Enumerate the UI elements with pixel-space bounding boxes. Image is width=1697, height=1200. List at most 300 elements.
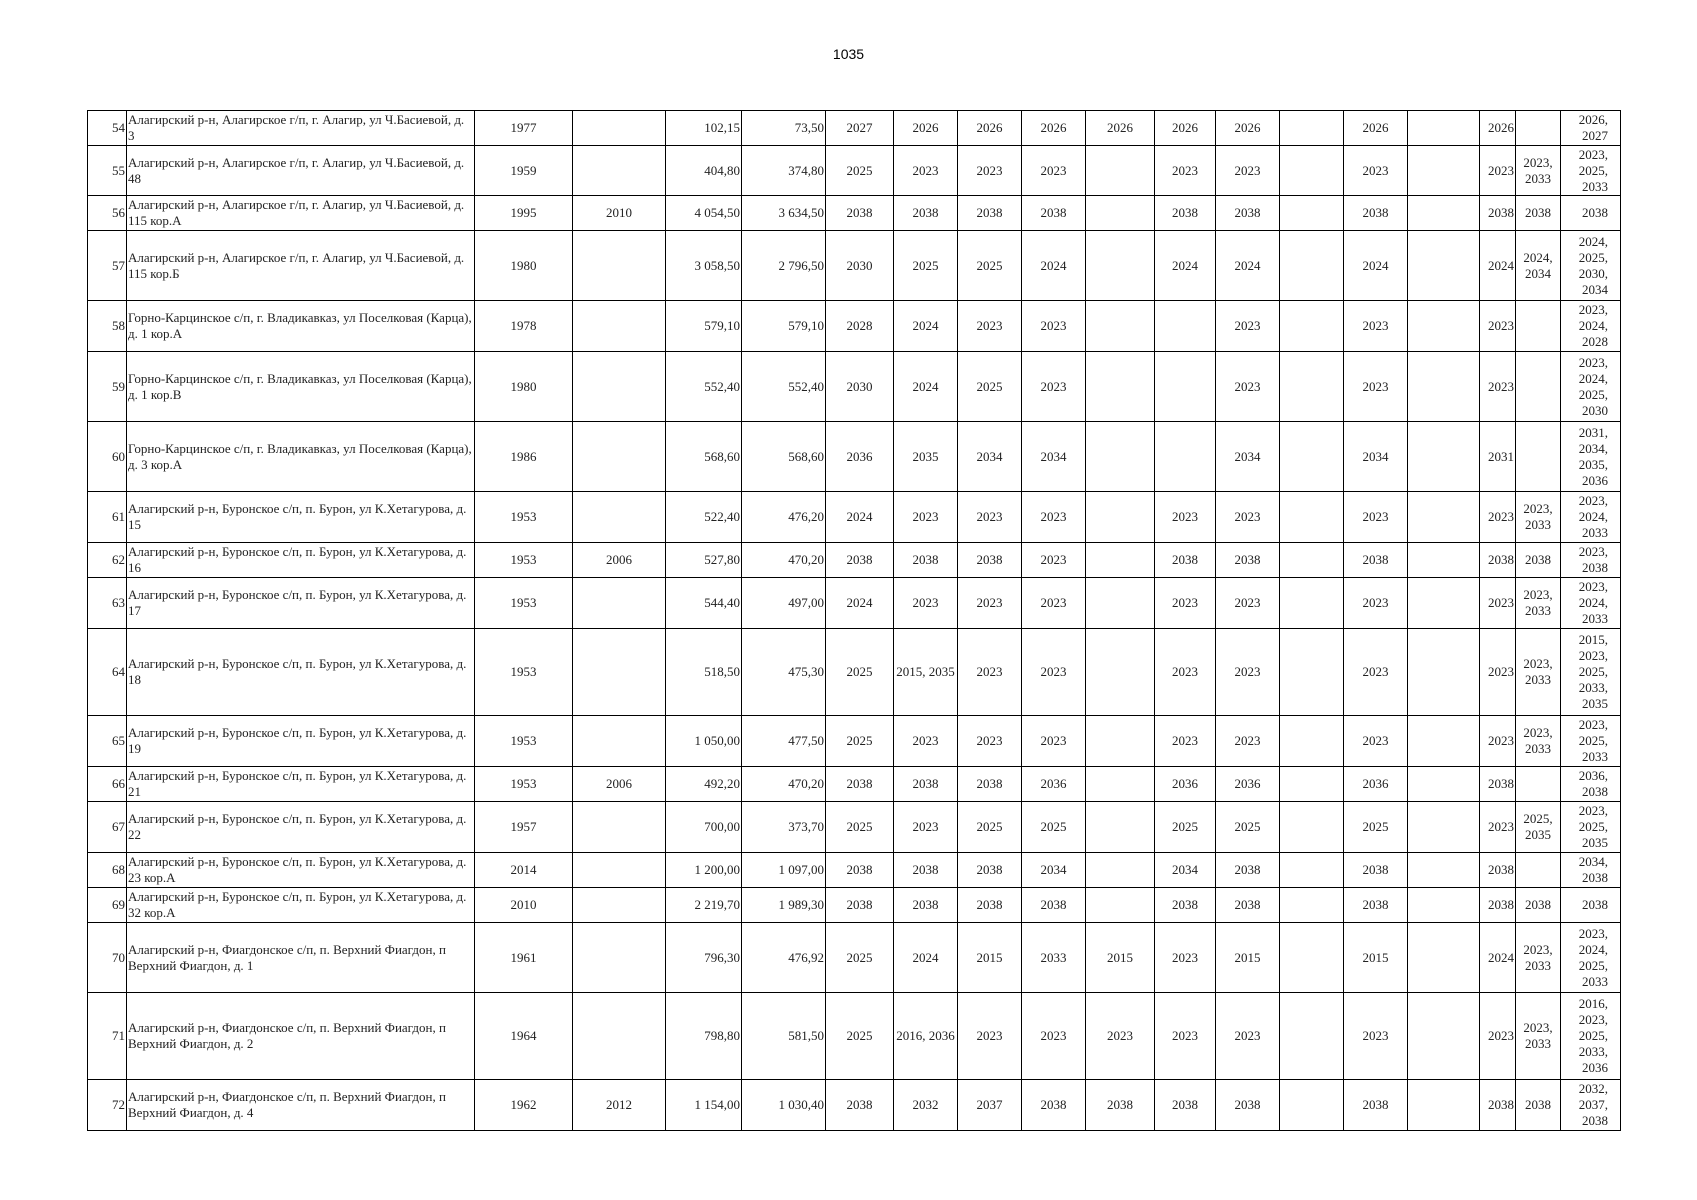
address-cell: Горно-Карцинское с/п, г. Владикавказ, ул Поселковая (Карца), д. 1 кор.В — [127, 352, 475, 422]
year-cell: 2023 — [1022, 716, 1086, 767]
row-number-cell: 68 — [88, 853, 127, 888]
year-cell — [1280, 993, 1344, 1080]
year-cell: 2038 — [1155, 196, 1216, 231]
total-area-cell: 518,50 — [666, 629, 742, 716]
table-row — [88, 422, 1621, 492]
table-row — [88, 767, 1621, 802]
year-cell — [1280, 716, 1344, 767]
year-cell — [1408, 352, 1480, 422]
address-cell: Алагирский р-н, Буронское с/п, п. Бурон, ул К.Хетагурова, д. 18 — [127, 629, 475, 716]
year-cell: 2038 — [1216, 543, 1280, 578]
year-cell: 2038 — [826, 853, 894, 888]
address-cell: Алагирский р-н, Буронское с/п, п. Бурон, ул К.Хетагурова, д. 19 — [127, 716, 475, 767]
living-area-cell: 374,80 — [742, 146, 826, 196]
year-cell: 2031 — [1480, 422, 1516, 492]
year-cell: 2038 — [958, 767, 1022, 802]
year-cell: 2035 — [894, 422, 958, 492]
year-cell: 2023 — [1155, 716, 1216, 767]
year-cell: 2025 — [958, 352, 1022, 422]
year-cell: 2016, 2036 — [894, 993, 958, 1080]
living-area-cell: 470,20 — [742, 543, 826, 578]
row-number-cell: 64 — [88, 629, 127, 716]
year-cell: 2023 — [1480, 716, 1516, 767]
year-cell: 2036 — [1344, 767, 1408, 802]
year-cell — [1280, 352, 1344, 422]
total-area-cell: 492,20 — [666, 767, 742, 802]
year-cell — [1408, 196, 1480, 231]
year-cell — [1408, 578, 1480, 629]
year-cell — [1280, 888, 1344, 923]
year-cell: 2038 — [1480, 196, 1516, 231]
living-area-cell: 470,20 — [742, 767, 826, 802]
year-cell: 2025, 2035 — [1516, 802, 1561, 853]
year-cell — [1280, 111, 1344, 146]
address-cell: Алагирский р-н, Фиагдонское с/п, п. Верхний Фиагдон, п Верхний Фиагдон, д. 2 — [127, 993, 475, 1080]
table-row — [88, 802, 1621, 853]
year-cell — [1086, 629, 1155, 716]
combined-years-cell: 2036, 2038 — [1561, 767, 1621, 802]
year-cell: 2025 — [826, 716, 894, 767]
year-reconstructed-cell — [573, 492, 666, 543]
year-cell: 2025 — [1344, 802, 1408, 853]
year-built-cell: 1995 — [475, 196, 573, 231]
year-cell: 2024 — [894, 301, 958, 352]
living-area-cell: 1 989,30 — [742, 888, 826, 923]
year-cell: 2023 — [1155, 923, 1216, 993]
year-cell: 2015 — [1344, 923, 1408, 993]
year-reconstructed-cell — [573, 629, 666, 716]
table-row — [88, 629, 1621, 716]
living-area-cell: 497,00 — [742, 578, 826, 629]
row-number-cell: 56 — [88, 196, 127, 231]
year-cell — [1516, 422, 1561, 492]
combined-years-cell: 2023, 2024, 2025, 2030 — [1561, 352, 1621, 422]
living-area-cell: 373,70 — [742, 802, 826, 853]
year-cell: 2023 — [894, 492, 958, 543]
year-cell: 2023 — [958, 492, 1022, 543]
year-reconstructed-cell — [573, 146, 666, 196]
table-row — [88, 853, 1621, 888]
row-number-cell: 62 — [88, 543, 127, 578]
year-cell: 2023 — [958, 578, 1022, 629]
year-cell: 2023 — [894, 578, 958, 629]
year-cell — [1086, 767, 1155, 802]
year-cell — [1408, 767, 1480, 802]
combined-years-cell: 2024, 2025, 2030, 2034 — [1561, 231, 1621, 301]
year-cell: 2038 — [1480, 767, 1516, 802]
year-cell: 2026 — [958, 111, 1022, 146]
year-reconstructed-cell — [573, 993, 666, 1080]
year-cell: 2015, 2035 — [894, 629, 958, 716]
year-cell: 2023, 2033 — [1516, 578, 1561, 629]
total-area-cell: 579,10 — [666, 301, 742, 352]
year-cell: 2038 — [1216, 1080, 1280, 1131]
address-cell: Алагирский р-н, Алагирское г/п, г. Алагир, ул Ч.Басиевой, д. 115 кор.А — [127, 196, 475, 231]
total-area-cell: 544,40 — [666, 578, 742, 629]
year-cell — [1408, 301, 1480, 352]
combined-years-cell: 2016, 2023, 2025, 2033, 2036 — [1561, 993, 1621, 1080]
year-cell: 2038 — [1155, 1080, 1216, 1131]
year-cell: 2038 — [1344, 1080, 1408, 1131]
address-cell: Алагирский р-н, Фиагдонское с/п, п. Верхний Фиагдон, п Верхний Фиагдон, д. 4 — [127, 1080, 475, 1131]
housing-table — [87, 110, 1621, 1131]
year-cell: 2038 — [1022, 1080, 1086, 1131]
year-cell — [1280, 802, 1344, 853]
row-number-cell: 58 — [88, 301, 127, 352]
address-cell: Алагирский р-н, Буронское с/п, п. Бурон, ул К.Хетагурова, д. 23 кор.А — [127, 853, 475, 888]
year-cell: 2023 — [1022, 543, 1086, 578]
year-built-cell: 1953 — [475, 578, 573, 629]
total-area-cell: 102,15 — [666, 111, 742, 146]
year-cell: 2038 — [1516, 543, 1561, 578]
year-cell — [1516, 301, 1561, 352]
combined-years-cell: 2023, 2025, 2033 — [1561, 146, 1621, 196]
total-area-cell: 404,80 — [666, 146, 742, 196]
year-cell: 2023 — [1216, 993, 1280, 1080]
year-cell — [1086, 543, 1155, 578]
page-number: 1035 — [832, 46, 865, 62]
year-cell — [1516, 352, 1561, 422]
table-row — [88, 1080, 1621, 1131]
year-cell — [1408, 853, 1480, 888]
year-cell: 2038 — [958, 853, 1022, 888]
year-cell: 2023 — [1344, 146, 1408, 196]
living-area-cell: 476,92 — [742, 923, 826, 993]
year-cell: 2036 — [1216, 767, 1280, 802]
address-cell: Горно-Карцинское с/п, г. Владикавказ, ул Поселковая (Карца), д. 1 кор.А — [127, 301, 475, 352]
table-row — [88, 231, 1621, 301]
year-built-cell: 1978 — [475, 301, 573, 352]
year-reconstructed-cell: 2012 — [573, 1080, 666, 1131]
year-built-cell: 1953 — [475, 716, 573, 767]
combined-years-cell: 2038 — [1561, 196, 1621, 231]
year-cell: 2038 — [826, 767, 894, 802]
combined-years-cell: 2031, 2034, 2035, 2036 — [1561, 422, 1621, 492]
year-cell: 2023, 2033 — [1516, 923, 1561, 993]
year-cell: 2023 — [958, 993, 1022, 1080]
combined-years-cell: 2023, 2024, 2028 — [1561, 301, 1621, 352]
year-cell — [1280, 1080, 1344, 1131]
year-cell: 2038 — [958, 888, 1022, 923]
total-area-cell: 2 219,70 — [666, 888, 742, 923]
year-cell: 2023, 2033 — [1516, 716, 1561, 767]
year-cell: 2024 — [894, 352, 958, 422]
year-cell: 2038 — [958, 196, 1022, 231]
year-cell: 2038 — [1086, 1080, 1155, 1131]
year-cell — [1408, 111, 1480, 146]
year-cell: 2038 — [1155, 888, 1216, 923]
year-cell: 2038 — [1516, 1080, 1561, 1131]
year-cell: 2023 — [1155, 578, 1216, 629]
table-row — [88, 923, 1621, 993]
year-cell — [1086, 231, 1155, 301]
year-cell — [1280, 767, 1344, 802]
year-cell: 2038 — [1480, 853, 1516, 888]
total-area-cell: 568,60 — [666, 422, 742, 492]
year-cell: 2038 — [1480, 543, 1516, 578]
year-cell: 2038 — [1216, 888, 1280, 923]
year-cell: 2027 — [826, 111, 894, 146]
year-reconstructed-cell — [573, 802, 666, 853]
total-area-cell: 4 054,50 — [666, 196, 742, 231]
year-cell — [1408, 543, 1480, 578]
year-cell — [1086, 578, 1155, 629]
row-number-cell: 72 — [88, 1080, 127, 1131]
year-cell: 2023 — [1480, 146, 1516, 196]
year-cell: 2025 — [826, 146, 894, 196]
combined-years-cell: 2023, 2025, 2035 — [1561, 802, 1621, 853]
address-cell: Алагирский р-н, Буронское с/п, п. Бурон, ул К.Хетагурова, д. 32 кор.А — [127, 888, 475, 923]
year-cell: 2038 — [894, 853, 958, 888]
year-cell — [1086, 352, 1155, 422]
year-reconstructed-cell — [573, 352, 666, 422]
year-cell: 2036 — [1155, 767, 1216, 802]
year-cell: 2023 — [1216, 492, 1280, 543]
year-cell: 2025 — [826, 993, 894, 1080]
year-cell: 2024 — [1480, 231, 1516, 301]
year-built-cell: 2014 — [475, 853, 573, 888]
row-number-cell: 54 — [88, 111, 127, 146]
year-built-cell: 1953 — [475, 767, 573, 802]
year-cell: 2038 — [826, 1080, 894, 1131]
year-cell: 2023, 2033 — [1516, 993, 1561, 1080]
year-reconstructed-cell — [573, 422, 666, 492]
year-cell: 2034 — [1155, 853, 1216, 888]
year-cell: 2023 — [894, 802, 958, 853]
living-area-cell: 568,60 — [742, 422, 826, 492]
year-cell: 2025 — [894, 231, 958, 301]
total-area-cell: 1 154,00 — [666, 1080, 742, 1131]
living-area-cell: 475,30 — [742, 629, 826, 716]
combined-years-cell: 2023, 2025, 2033 — [1561, 716, 1621, 767]
year-built-cell: 1959 — [475, 146, 573, 196]
total-area-cell: 796,30 — [666, 923, 742, 993]
year-reconstructed-cell — [573, 923, 666, 993]
year-cell — [1408, 802, 1480, 853]
row-number-cell: 60 — [88, 422, 127, 492]
year-cell — [1280, 543, 1344, 578]
year-cell: 2038 — [1480, 888, 1516, 923]
living-area-cell: 579,10 — [742, 301, 826, 352]
row-number-cell: 65 — [88, 716, 127, 767]
year-cell: 2024 — [826, 578, 894, 629]
year-cell: 2034 — [1344, 422, 1408, 492]
year-cell: 2038 — [894, 888, 958, 923]
year-cell: 2023 — [1022, 492, 1086, 543]
year-reconstructed-cell: 2010 — [573, 196, 666, 231]
year-built-cell: 1953 — [475, 543, 573, 578]
year-built-cell: 1953 — [475, 492, 573, 543]
total-area-cell: 1 050,00 — [666, 716, 742, 767]
row-number-cell: 61 — [88, 492, 127, 543]
year-cell: 2023 — [958, 146, 1022, 196]
year-reconstructed-cell — [573, 853, 666, 888]
address-cell: Алагирский р-н, Буронское с/п, п. Бурон, ул К.Хетагурова, д. 21 — [127, 767, 475, 802]
year-cell: 2023 — [1216, 352, 1280, 422]
year-cell — [1280, 923, 1344, 993]
year-cell: 2026 — [1344, 111, 1408, 146]
year-cell — [1086, 802, 1155, 853]
address-cell: Алагирский р-н, Буронское с/п, п. Бурон, ул К.Хетагурова, д. 15 — [127, 492, 475, 543]
table-row — [88, 111, 1621, 146]
table-row — [88, 888, 1621, 923]
year-built-cell: 1953 — [475, 629, 573, 716]
year-cell: 2028 — [826, 301, 894, 352]
year-cell: 2038 — [894, 196, 958, 231]
year-cell: 2023 — [1480, 352, 1516, 422]
year-cell: 2024, 2034 — [1516, 231, 1561, 301]
year-cell — [1516, 767, 1561, 802]
row-number-cell: 70 — [88, 923, 127, 993]
year-cell: 2038 — [894, 543, 958, 578]
total-area-cell: 700,00 — [666, 802, 742, 853]
year-reconstructed-cell — [573, 716, 666, 767]
address-cell: Алагирский р-н, Алагирское г/п, г. Алагир, ул Ч.Басиевой, д. 115 кор.Б — [127, 231, 475, 301]
table-row — [88, 301, 1621, 352]
row-number-cell: 63 — [88, 578, 127, 629]
table-row — [88, 578, 1621, 629]
total-area-cell: 552,40 — [666, 352, 742, 422]
combined-years-cell: 2026, 2027 — [1561, 111, 1621, 146]
year-cell: 2024 — [1216, 231, 1280, 301]
year-cell: 2023 — [1216, 578, 1280, 629]
year-cell: 2023 — [1022, 301, 1086, 352]
living-area-cell: 73,50 — [742, 111, 826, 146]
table-row — [88, 993, 1621, 1080]
year-cell: 2038 — [1344, 888, 1408, 923]
total-area-cell: 798,80 — [666, 993, 742, 1080]
year-cell — [1408, 993, 1480, 1080]
total-area-cell: 522,40 — [666, 492, 742, 543]
total-area-cell: 3 058,50 — [666, 231, 742, 301]
year-built-cell: 1977 — [475, 111, 573, 146]
combined-years-cell: 2032, 2037, 2038 — [1561, 1080, 1621, 1131]
row-number-cell: 71 — [88, 993, 127, 1080]
year-cell: 2024 — [826, 492, 894, 543]
year-cell: 2025 — [826, 629, 894, 716]
table-row — [88, 196, 1621, 231]
year-cell — [1280, 146, 1344, 196]
year-cell — [1280, 231, 1344, 301]
address-cell: Алагирский р-н, Алагирское г/п, г. Алагир, ул Ч.Басиевой, д. 3 — [127, 111, 475, 146]
year-cell: 2023 — [1344, 352, 1408, 422]
year-cell: 2038 — [1516, 196, 1561, 231]
year-cell — [1280, 629, 1344, 716]
table-row — [88, 492, 1621, 543]
year-cell: 2023 — [1155, 492, 1216, 543]
address-cell: Алагирский р-н, Буронское с/п, п. Бурон, ул К.Хетагурова, д. 16 — [127, 543, 475, 578]
year-cell — [1280, 301, 1344, 352]
year-cell: 2026 — [1155, 111, 1216, 146]
year-cell: 2023 — [958, 301, 1022, 352]
year-cell: 2030 — [826, 231, 894, 301]
year-cell: 2026 — [1216, 111, 1280, 146]
combined-years-cell: 2023, 2024, 2033 — [1561, 492, 1621, 543]
year-cell: 2026 — [1022, 111, 1086, 146]
combined-years-cell: 2038 — [1561, 888, 1621, 923]
combined-years-cell: 2023, 2024, 2033 — [1561, 578, 1621, 629]
year-cell: 2025 — [1022, 802, 1086, 853]
year-cell: 2023 — [1022, 578, 1086, 629]
year-reconstructed-cell — [573, 578, 666, 629]
year-cell: 2023 — [1022, 146, 1086, 196]
year-cell: 2023 — [1480, 301, 1516, 352]
year-cell: 2023 — [958, 629, 1022, 716]
year-cell: 2023, 2033 — [1516, 629, 1561, 716]
year-cell — [1280, 578, 1344, 629]
year-cell — [1086, 716, 1155, 767]
year-cell: 2015 — [1086, 923, 1155, 993]
year-cell: 2025 — [826, 923, 894, 993]
year-cell: 2023 — [1155, 629, 1216, 716]
combined-years-cell: 2023, 2024, 2025, 2033 — [1561, 923, 1621, 993]
address-cell: Алагирский р-н, Фиагдонское с/п, п. Верхний Фиагдон, п Верхний Фиагдон, д. 1 — [127, 923, 475, 993]
year-built-cell: 2010 — [475, 888, 573, 923]
year-cell: 2025 — [1155, 802, 1216, 853]
year-reconstructed-cell — [573, 231, 666, 301]
year-cell — [1280, 422, 1344, 492]
year-reconstructed-cell: 2006 — [573, 543, 666, 578]
year-cell: 2036 — [1022, 767, 1086, 802]
year-cell: 2023 — [1480, 993, 1516, 1080]
year-cell: 2025 — [958, 802, 1022, 853]
year-cell — [1155, 301, 1216, 352]
year-cell: 2015 — [1216, 923, 1280, 993]
year-cell: 2023 — [1155, 993, 1216, 1080]
year-cell — [1280, 853, 1344, 888]
year-cell: 2038 — [1344, 543, 1408, 578]
year-cell — [1155, 422, 1216, 492]
year-cell: 2038 — [826, 196, 894, 231]
year-cell: 2023 — [1480, 578, 1516, 629]
year-built-cell: 1961 — [475, 923, 573, 993]
row-number-cell: 59 — [88, 352, 127, 422]
year-cell — [1516, 853, 1561, 888]
table-row — [88, 146, 1621, 196]
year-cell: 2023 — [1216, 301, 1280, 352]
year-cell — [1408, 231, 1480, 301]
year-cell: 2038 — [1022, 196, 1086, 231]
year-built-cell: 1986 — [475, 422, 573, 492]
year-cell — [1408, 888, 1480, 923]
year-cell: 2026 — [894, 111, 958, 146]
year-cell: 2023 — [1344, 993, 1408, 1080]
year-cell: 2015 — [958, 923, 1022, 993]
year-cell: 2038 — [1022, 888, 1086, 923]
year-cell: 2025 — [958, 231, 1022, 301]
year-cell — [1408, 492, 1480, 543]
table-row — [88, 352, 1621, 422]
total-area-cell: 527,80 — [666, 543, 742, 578]
year-cell: 2023 — [1022, 629, 1086, 716]
year-cell: 2030 — [826, 352, 894, 422]
year-cell: 2024 — [1480, 923, 1516, 993]
year-cell — [1408, 146, 1480, 196]
year-cell — [1086, 196, 1155, 231]
year-cell: 2024 — [894, 923, 958, 993]
year-cell: 2023 — [894, 716, 958, 767]
year-cell — [1408, 1080, 1480, 1131]
year-cell — [1516, 111, 1561, 146]
year-cell — [1086, 888, 1155, 923]
year-built-cell: 1964 — [475, 993, 573, 1080]
address-cell: Горно-Карцинское с/п, г. Владикавказ, ул Поселковая (Карца), д. 3 кор.А — [127, 422, 475, 492]
year-cell: 2023, 2033 — [1516, 146, 1561, 196]
row-number-cell: 66 — [88, 767, 127, 802]
year-cell: 2038 — [958, 543, 1022, 578]
year-built-cell: 1962 — [475, 1080, 573, 1131]
year-cell: 2038 — [1344, 196, 1408, 231]
